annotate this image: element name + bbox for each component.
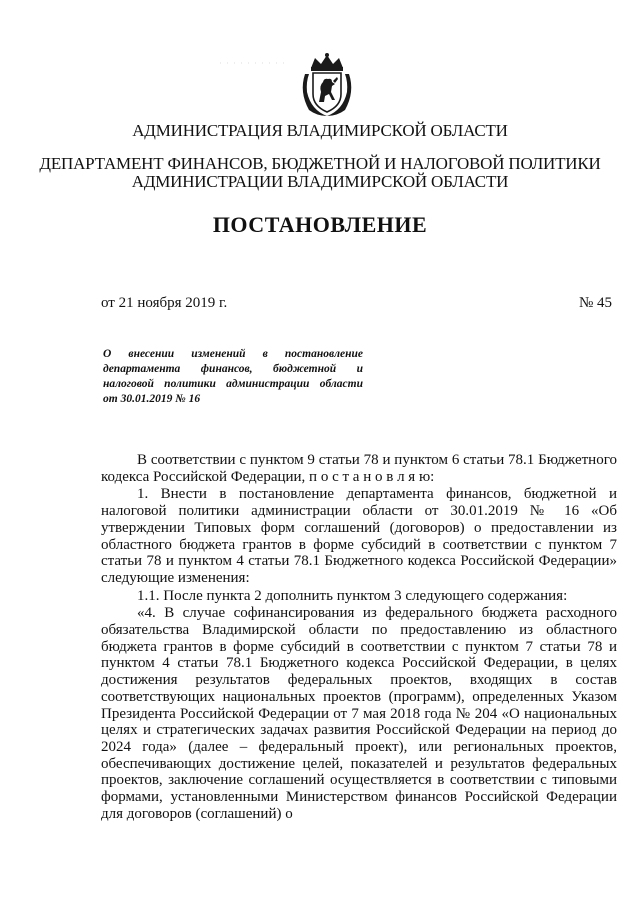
document-number: № 45 xyxy=(578,295,612,311)
subject-line: налоговой политики администрации области xyxy=(103,378,363,390)
coat-of-arms-icon xyxy=(297,52,357,118)
department-heading-line1: ДЕПАРТАМЕНТ ФИНАНСОВ, БЮДЖЕТНОЙ И НАЛОГОВОЙ ПОЛИТИКИ xyxy=(39,154,601,173)
body-paragraph: «4. В случае софинансирования из федерального бюджета расходного обязательства Владимирской области по предоставлению из областного бюджета грантов в форме субсидий в соответствии с пунктом 7 статьи 78 и пунктом 4 статьи 78.1 Бюджетного кодекса Российской Федерации, в целях достижения результатов федеральных проектов, входящих в состав соответствующих национальных проектов (программ), определенных Указом Президента Российской Федерации от 7 мая 2018 года № 204 «О национальных целях и стратегических задачах развития Российской Федерации на период до 2024 года» (далее – федеральный проект), или региональных проектов, обеспечивающих достижение целей, показателей и результатов федеральных проектов, заключение соглашений осуществляется в соответствии с типовыми формами, установленными Министерством финансов Российской Федерации для договоров (соглашений) о xyxy=(101,605,617,822)
scan-noise xyxy=(220,62,290,64)
subject-line: О внесении изменений в постановление xyxy=(103,348,363,360)
subject-line: департамента финансов, бюджетной и xyxy=(103,363,363,375)
body-paragraph: 1.1. После пункта 2 дополнить пунктом 3 следующего содержания: xyxy=(137,587,568,604)
body-paragraph: В соответствии с пунктом 9 статьи 78 и пунктом 6 статьи 78.1 Бюджетного кодекса Российской Федерации, п о с т а н о в л я ю: xyxy=(101,452,617,485)
document-subject xyxy=(103,347,363,407)
administration-heading: АДМИНИСТРАЦИЯ ВЛАДИМИРСКОЙ ОБЛАСТИ xyxy=(132,121,508,140)
body-paragraph: 1. Внести в постановление департамента финансов, бюджетной и налоговой политики администрации области от 30.01.2019 № 16 «Об утверждении Типовых форм соглашений (договоров) о предоставлении из областного бюджета грантов в форме субсидий в соответствии с пунктом 7 статьи 78 и пунктом 4 статьи 78.1 Бюджетного кодекса Российской Федерации» следующие изменения: xyxy=(101,486,617,586)
document-type-title: ПОСТАНОВЛЕНИЕ xyxy=(212,212,428,237)
subject-line: от 30.01.2019 № 16 xyxy=(103,393,201,405)
department-heading-line2: АДМИНИСТРАЦИИ ВЛАДИМИРСКОЙ ОБЛАСТИ xyxy=(131,172,509,191)
document-date: от 21 ноября 2019 г. xyxy=(101,295,228,311)
document-body xyxy=(101,452,617,823)
